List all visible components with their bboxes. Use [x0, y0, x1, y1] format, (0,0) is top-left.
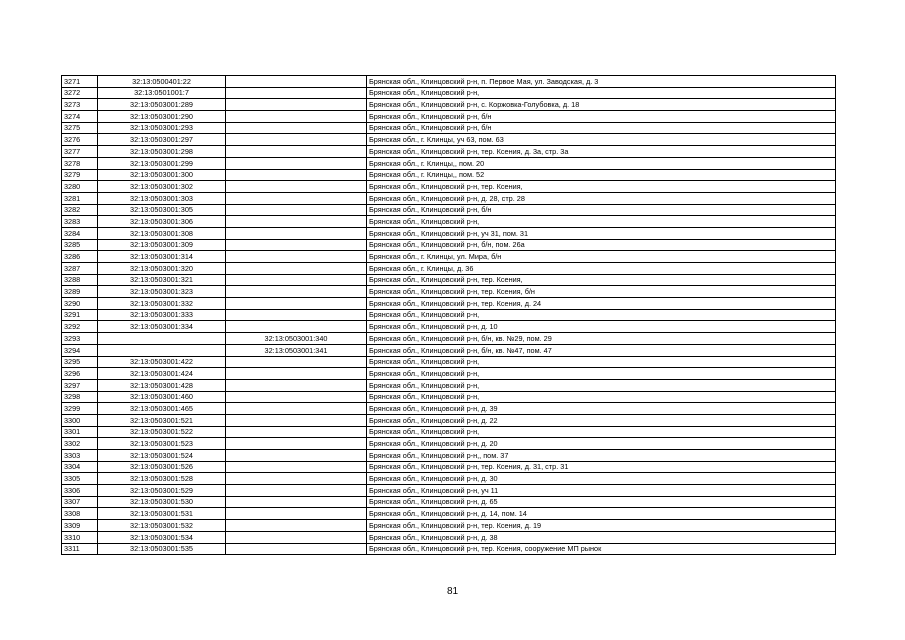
- address-cell: Брянская обл., г. Клинцы,, пом. 52: [367, 169, 836, 181]
- address-cell: Брянская обл., Клинцовский р-н, д. 38: [367, 531, 836, 543]
- address-cell: Брянская обл., Клинцовский р-н,: [367, 87, 836, 99]
- address-cell: Брянская обл., Клинцовский р-н, д. 10: [367, 321, 836, 333]
- row-number-cell: 3310: [62, 531, 98, 543]
- address-cell: Брянская обл., Клинцовский р-н, б/н, кв. №47, пом. 47: [367, 344, 836, 356]
- cadastral-number-cell: 32:13:0503001:534: [98, 531, 226, 543]
- table-row: [62, 146, 836, 158]
- cadastral-number-alt-cell: [226, 403, 367, 415]
- address-cell: Брянская обл., Клинцовский р-н, тер. Ксения, д. 24: [367, 298, 836, 310]
- cadastral-number-alt-cell: [226, 485, 367, 497]
- cadastral-number-cell: 32:13:0501001:7: [98, 87, 226, 99]
- table-row: [62, 473, 836, 485]
- cadastral-number-alt-cell: [226, 204, 367, 216]
- cadastral-number-alt-cell: [226, 496, 367, 508]
- row-number-cell: 3279: [62, 169, 98, 181]
- cadastral-number-alt-cell: [226, 450, 367, 462]
- row-number-cell: 3274: [62, 111, 98, 123]
- cadastral-number-cell: 32:13:0503001:297: [98, 134, 226, 146]
- cadastral-number-cell: 32:13:0503001:528: [98, 473, 226, 485]
- address-cell: Брянская обл., Клинцовский р-н, с. Коржовка-Голубовка, д. 18: [367, 99, 836, 111]
- cadastral-number-cell: 32:13:0503001:529: [98, 485, 226, 497]
- table-row: [62, 485, 836, 497]
- cadastral-number-cell: 32:13:0503001:521: [98, 414, 226, 426]
- cadastral-number-alt-cell: [226, 157, 367, 169]
- table-row: [62, 368, 836, 380]
- cadastral-number-cell: 32:13:0503001:314: [98, 251, 226, 263]
- table-row: [62, 344, 836, 356]
- cadastral-table: [61, 75, 836, 555]
- table-row: [62, 321, 836, 333]
- address-cell: Брянская обл., Клинцовский р-н,: [367, 309, 836, 321]
- table-row: [62, 356, 836, 368]
- cadastral-number-cell: 32:13:0503001:523: [98, 438, 226, 450]
- cadastral-number-cell: 32:13:0503001:305: [98, 204, 226, 216]
- cadastral-number-cell: 32:13:0503001:308: [98, 227, 226, 239]
- cadastral-number-cell: 32:13:0503001:320: [98, 263, 226, 275]
- row-number-cell: 3272: [62, 87, 98, 99]
- row-number-cell: 3305: [62, 473, 98, 485]
- address-cell: Брянская обл., Клинцовский р-н,: [367, 391, 836, 403]
- address-cell: Брянская обл., Клинцовский р-н, уч 31, пом. 31: [367, 227, 836, 239]
- row-number-cell: 3304: [62, 461, 98, 473]
- cadastral-number-alt-cell: [226, 251, 367, 263]
- cadastral-number-cell: 32:13:0503001:333: [98, 309, 226, 321]
- cadastral-number-cell: 32:13:0503001:300: [98, 169, 226, 181]
- cadastral-number-cell: 32:13:0503001:532: [98, 520, 226, 532]
- cadastral-number-cell: 32:13:0503001:302: [98, 181, 226, 193]
- address-cell: Брянская обл., г. Клинцы,, пом. 20: [367, 157, 836, 169]
- cadastral-number-cell: 32:13:0503001:289: [98, 99, 226, 111]
- cadastral-number-cell: 32:13:0503001:422: [98, 356, 226, 368]
- cadastral-number-alt-cell: [226, 263, 367, 275]
- address-cell: Брянская обл., Клинцовский р-н, б/н: [367, 122, 836, 134]
- cadastral-number-alt-cell: [226, 473, 367, 485]
- cadastral-number-cell: 32:13:0503001:309: [98, 239, 226, 251]
- table-row: [62, 414, 836, 426]
- table-row: [62, 379, 836, 391]
- table-row: [62, 157, 836, 169]
- table-row: [62, 169, 836, 181]
- table-row: [62, 286, 836, 298]
- table-row: [62, 274, 836, 286]
- cadastral-number-alt-cell: [226, 368, 367, 380]
- cadastral-number-alt-cell: [226, 531, 367, 543]
- table-row: [62, 461, 836, 473]
- row-number-cell: 3301: [62, 426, 98, 438]
- table-row: [62, 298, 836, 310]
- cadastral-number-alt-cell: [226, 520, 367, 532]
- row-number-cell: 3292: [62, 321, 98, 333]
- row-number-cell: 3307: [62, 496, 98, 508]
- row-number-cell: 3278: [62, 157, 98, 169]
- cadastral-number-alt-cell: [226, 76, 367, 88]
- table-row: [62, 450, 836, 462]
- row-number-cell: 3303: [62, 450, 98, 462]
- cadastral-number-alt-cell: [226, 286, 367, 298]
- cadastral-number-cell: 32:13:0503001:526: [98, 461, 226, 473]
- address-cell: Брянская обл., Клинцовский р-н, б/н, пом. 26а: [367, 239, 836, 251]
- row-number-cell: 3289: [62, 286, 98, 298]
- address-cell: Брянская обл., Клинцовский р-н, уч 11: [367, 485, 836, 497]
- address-cell: Брянская обл., Клинцовский р-н, д. 14, пом. 14: [367, 508, 836, 520]
- table-row: [62, 204, 836, 216]
- cadastral-number-cell: 32:13:0503001:460: [98, 391, 226, 403]
- cadastral-number-alt-cell: [226, 298, 367, 310]
- row-number-cell: 3295: [62, 356, 98, 368]
- row-number-cell: 3296: [62, 368, 98, 380]
- cadastral-number-cell: 32:13:0503001:334: [98, 321, 226, 333]
- table-row: [62, 309, 836, 321]
- cadastral-number-alt-cell: [226, 426, 367, 438]
- row-number-cell: 3286: [62, 251, 98, 263]
- row-number-cell: 3300: [62, 414, 98, 426]
- table-row: [62, 508, 836, 520]
- address-cell: Брянская обл., Клинцовский р-н, тер. Ксения, д. 3а, стр. 3а: [367, 146, 836, 158]
- address-cell: Брянская обл., Клинцовский р-н, д. 39: [367, 403, 836, 415]
- row-number-cell: 3282: [62, 204, 98, 216]
- cadastral-number-alt-cell: [226, 111, 367, 123]
- cadastral-number-alt-cell: [226, 461, 367, 473]
- address-cell: Брянская обл., Клинцовский р-н, б/н: [367, 111, 836, 123]
- cadastral-number-alt-cell: [226, 239, 367, 251]
- address-cell: Брянская обл., г. Клинцы, уч 63, пом. 63: [367, 134, 836, 146]
- table-row: [62, 216, 836, 228]
- row-number-cell: 3283: [62, 216, 98, 228]
- cadastral-number-alt-cell: [226, 543, 367, 555]
- cadastral-number-alt-cell: [226, 192, 367, 204]
- row-number-cell: 3294: [62, 344, 98, 356]
- row-number-cell: 3299: [62, 403, 98, 415]
- cadastral-number-alt-cell: [226, 169, 367, 181]
- cadastral-number-alt-cell: [226, 99, 367, 111]
- table-row: [62, 426, 836, 438]
- table-row: [62, 543, 836, 555]
- table-row: [62, 403, 836, 415]
- address-cell: Брянская обл., Клинцовский р-н,: [367, 368, 836, 380]
- row-number-cell: 3276: [62, 134, 98, 146]
- cadastral-number-cell: 32:13:0503001:306: [98, 216, 226, 228]
- row-number-cell: 3293: [62, 333, 98, 345]
- cadastral-number-cell: 32:13:0503001:293: [98, 122, 226, 134]
- cadastral-number-cell: 32:13:0503001:332: [98, 298, 226, 310]
- row-number-cell: 3298: [62, 391, 98, 403]
- table-row: [62, 239, 836, 251]
- address-cell: Брянская обл., Клинцовский р-н, д. 22: [367, 414, 836, 426]
- address-cell: Брянская обл., Клинцовский р-н, тер. Ксения, сооружение МП рынок: [367, 543, 836, 555]
- row-number-cell: 3288: [62, 274, 98, 286]
- address-cell: Брянская обл., Клинцовский р-н,: [367, 216, 836, 228]
- cadastral-number-cell: 32:13:0503001:428: [98, 379, 226, 391]
- table-row: [62, 134, 836, 146]
- row-number-cell: 3275: [62, 122, 98, 134]
- table-row: [62, 122, 836, 134]
- table-row: [62, 181, 836, 193]
- cadastral-number-alt-cell: [226, 274, 367, 286]
- cadastral-number-cell: 32:13:0503001:290: [98, 111, 226, 123]
- cadastral-number-alt-cell: [226, 134, 367, 146]
- row-number-cell: 3290: [62, 298, 98, 310]
- cadastral-number-alt-cell: [226, 146, 367, 158]
- table-row: [62, 111, 836, 123]
- row-number-cell: 3273: [62, 99, 98, 111]
- table-row: [62, 87, 836, 99]
- table-body: [62, 76, 836, 555]
- address-cell: Брянская обл., Клинцовский р-н, тер. Ксения,: [367, 181, 836, 193]
- address-cell: Брянская обл., г. Клинцы, ул. Мира, б/н: [367, 251, 836, 263]
- cadastral-number-cell: [98, 344, 226, 356]
- row-number-cell: 3302: [62, 438, 98, 450]
- table-row: [62, 99, 836, 111]
- row-number-cell: 3309: [62, 520, 98, 532]
- cadastral-number-cell: 32:13:0503001:535: [98, 543, 226, 555]
- address-cell: Брянская обл., Клинцовский р-н, п. Первое Мая, ул. Заводская, д. 3: [367, 76, 836, 88]
- cadastral-number-alt-cell: [226, 309, 367, 321]
- address-cell: Брянская обл., Клинцовский р-н, д. 65: [367, 496, 836, 508]
- table-row: [62, 520, 836, 532]
- cadastral-number-alt-cell: [226, 87, 367, 99]
- table-row: [62, 333, 836, 345]
- cadastral-number-cell: 32:13:0503001:303: [98, 192, 226, 204]
- row-number-cell: 3285: [62, 239, 98, 251]
- cadastral-number-alt-cell: [226, 379, 367, 391]
- cadastral-number-alt-cell: [226, 508, 367, 520]
- address-cell: Брянская обл., Клинцовский р-н, д. 28, стр. 28: [367, 192, 836, 204]
- table-row: [62, 438, 836, 450]
- cadastral-number-cell: 32:13:0503001:531: [98, 508, 226, 520]
- table-row: [62, 192, 836, 204]
- cadastral-number-alt-cell: [226, 181, 367, 193]
- row-number-cell: 3281: [62, 192, 98, 204]
- table-row: [62, 251, 836, 263]
- row-number-cell: 3277: [62, 146, 98, 158]
- address-cell: Брянская обл., Клинцовский р-н,: [367, 379, 836, 391]
- address-cell: Брянская обл., Клинцовский р-н, тер. Ксения, д. 31, стр. 31: [367, 461, 836, 473]
- cadastral-number-cell: 32:13:0503001:522: [98, 426, 226, 438]
- address-cell: Брянская обл., Клинцовский р-н, тер. Ксения,: [367, 274, 836, 286]
- row-number-cell: 3308: [62, 508, 98, 520]
- cadastral-number-cell: 32:13:0503001:524: [98, 450, 226, 462]
- cadastral-number-cell: 32:13:0503001:530: [98, 496, 226, 508]
- table-row: [62, 496, 836, 508]
- address-cell: Брянская обл., Клинцовский р-н, тер. Ксения, б/н: [367, 286, 836, 298]
- address-cell: Брянская обл., Клинцовский р-н, б/н, кв. №29, пом. 29: [367, 333, 836, 345]
- cadastral-number-cell: 32:13:0500401:22: [98, 76, 226, 88]
- row-number-cell: 3311: [62, 543, 98, 555]
- row-number-cell: 3280: [62, 181, 98, 193]
- cadastral-number-alt-cell: [226, 122, 367, 134]
- address-cell: Брянская обл., Клинцовский р-н,, пом. 37: [367, 450, 836, 462]
- cadastral-number-alt-cell: 32:13:0503001:341: [226, 344, 367, 356]
- address-cell: Брянская обл., Клинцовский р-н, тер. Ксения, д. 19: [367, 520, 836, 532]
- row-number-cell: 3284: [62, 227, 98, 239]
- cadastral-number-cell: 32:13:0503001:424: [98, 368, 226, 380]
- cadastral-number-cell: 32:13:0503001:321: [98, 274, 226, 286]
- address-cell: Брянская обл., Клинцовский р-н, б/н: [367, 204, 836, 216]
- table-row: [62, 76, 836, 88]
- table-row: [62, 263, 836, 275]
- address-cell: Брянская обл., Клинцовский р-н, д. 20: [367, 438, 836, 450]
- cadastral-number-alt-cell: [226, 438, 367, 450]
- address-cell: Брянская обл., Клинцовский р-н,: [367, 356, 836, 368]
- row-number-cell: 3291: [62, 309, 98, 321]
- cadastral-number-alt-cell: [226, 414, 367, 426]
- page-number: 81: [446, 586, 459, 597]
- cadastral-number-alt-cell: [226, 391, 367, 403]
- cadastral-number-cell: 32:13:0503001:299: [98, 157, 226, 169]
- cadastral-number-cell: 32:13:0503001:298: [98, 146, 226, 158]
- table-row: [62, 531, 836, 543]
- address-cell: Брянская обл., Клинцовский р-н,: [367, 426, 836, 438]
- cadastral-number-alt-cell: 32:13:0503001:340: [226, 333, 367, 345]
- cadastral-number-cell: 32:13:0503001:323: [98, 286, 226, 298]
- cadastral-number-alt-cell: [226, 216, 367, 228]
- cadastral-number-cell: [98, 333, 226, 345]
- row-number-cell: 3287: [62, 263, 98, 275]
- address-cell: Брянская обл., Клинцовский р-н, д. 30: [367, 473, 836, 485]
- cadastral-number-alt-cell: [226, 321, 367, 333]
- cadastral-number-cell: 32:13:0503001:465: [98, 403, 226, 415]
- cadastral-number-alt-cell: [226, 227, 367, 239]
- table-row: [62, 391, 836, 403]
- table-row: [62, 227, 836, 239]
- row-number-cell: 3297: [62, 379, 98, 391]
- cadastral-number-alt-cell: [226, 356, 367, 368]
- row-number-cell: 3306: [62, 485, 98, 497]
- address-cell: Брянская обл., г. Клинцы, д. 36: [367, 263, 836, 275]
- row-number-cell: 3271: [62, 76, 98, 88]
